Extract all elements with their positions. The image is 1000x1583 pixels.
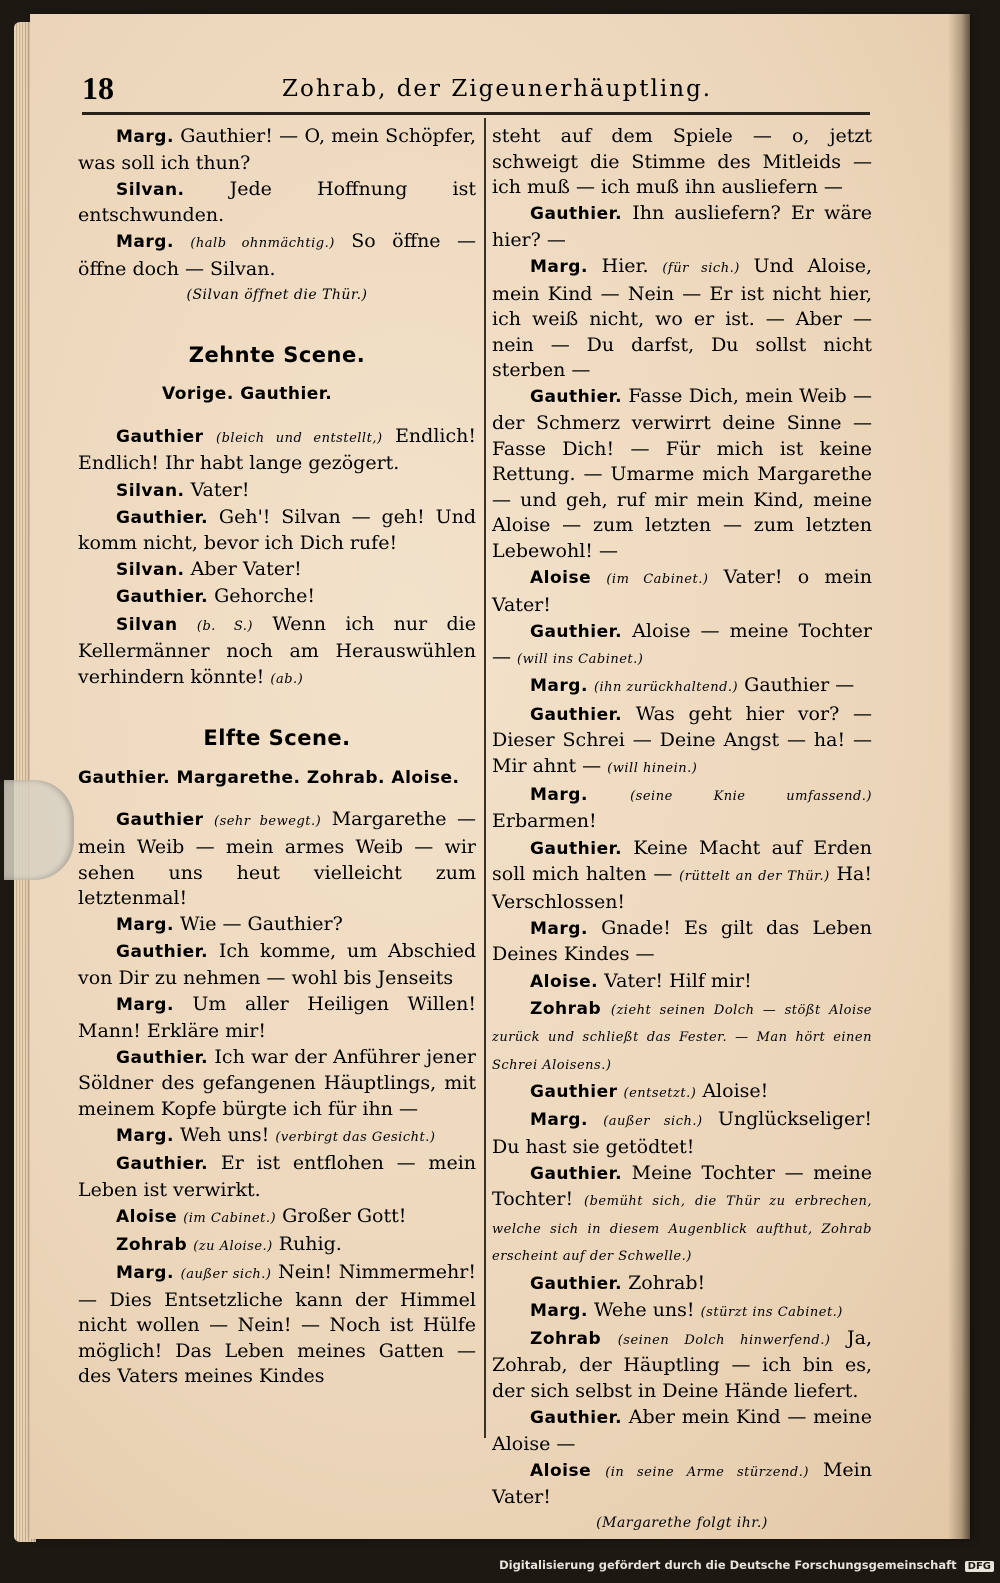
dialogue-text: Geh'! Silvan — geh! Und komm nicht, bevor ich Dich rufe! xyxy=(78,505,476,555)
dialogue-line xyxy=(78,1260,476,1390)
dialogue-text: Gnade! Es gilt das Leben Deines Kindes — xyxy=(492,916,872,966)
scene-title: Elfte Scene. xyxy=(203,726,351,751)
speaker-name: Marg. xyxy=(116,995,174,1016)
dialogue-text: Was geht hier vor? — Dieser Schrei — Deine Angst — ha! — Mir ahnt — xyxy=(492,702,872,777)
speaker-name: Silvan. xyxy=(116,560,185,581)
dialogue-line xyxy=(492,916,872,968)
stage-direction: (zu Aloise.) xyxy=(193,1238,273,1254)
dialogue-line xyxy=(492,565,872,618)
dialogue-line xyxy=(492,1161,872,1270)
speaker-name: Gauthier. xyxy=(530,1408,623,1428)
speaker-name: Marg. xyxy=(530,1300,588,1321)
page-spine-shadow xyxy=(948,14,970,1539)
speaker-name: Zohrab xyxy=(116,1234,188,1255)
header-rule xyxy=(82,112,870,115)
stage-direction: (will ins Cabinet.) xyxy=(517,652,644,668)
speaker-name: Zohrab xyxy=(530,998,602,1019)
speaker-name: Marg. xyxy=(116,232,174,253)
speaker-name: Marg. xyxy=(116,127,174,147)
dialogue-line xyxy=(492,702,872,782)
speaker-name: Gauthier. xyxy=(116,1154,209,1175)
speaker-name: Gauthier. xyxy=(116,1047,209,1068)
speaker-name: Aloise xyxy=(116,1206,178,1227)
stage-direction: (sehr bewegt.) xyxy=(214,814,322,830)
stage-direction: (verbirgt das Gesicht.) xyxy=(275,1130,436,1146)
dialogue-line xyxy=(78,478,476,505)
dialogue-line xyxy=(78,1123,476,1151)
dialogue-text: Vater! Hilf mir! xyxy=(604,969,752,992)
dialogue-line xyxy=(78,1151,476,1203)
right-column xyxy=(492,124,872,1537)
dialogue-text: Wenn ich nur die Kellermänner noch am Herauswühlen verhindern könnte! xyxy=(78,612,476,688)
speaker-name: Gauthier. xyxy=(530,387,623,408)
dialogue-text: Aloise! xyxy=(702,1079,769,1102)
dialogue-text: Erbarmen! xyxy=(492,810,597,833)
speaker-name: Gauthier. xyxy=(530,704,623,725)
dialogue-text: Aber Vater! xyxy=(190,558,302,581)
speaker-name: Gauthier xyxy=(116,426,204,447)
dialogue-text: Ruhig. xyxy=(278,1232,342,1255)
dialogue-line xyxy=(492,1458,872,1511)
speaker-name: Silvan xyxy=(116,614,178,635)
speaker-name: Gauthier. xyxy=(116,942,209,963)
dialogue-text: Großer Gott! xyxy=(282,1204,407,1227)
stage-direction: (entsetzt.) xyxy=(623,1085,697,1101)
speaker-name: Marg. xyxy=(530,918,588,939)
dfg-logo: DFG xyxy=(965,1561,994,1572)
dialogue-line xyxy=(492,969,872,996)
stage-direction: (halb ohnmächtig.) xyxy=(190,236,335,252)
exit-direction: (ab.) xyxy=(270,671,304,687)
dialogue-line xyxy=(492,1271,872,1298)
dialogue-line xyxy=(492,254,872,384)
speaker-name: Gauthier xyxy=(116,810,204,831)
dialogue-text: Nein! Nimmermehr! — Dies Entsetzliche kann der Himmel nicht wollen — Nein! — Noch ist Hülfe möglich! Das Leben meines Gatten — des Vaters meines Kindes xyxy=(78,1261,476,1388)
dialogue-line xyxy=(492,1326,872,1405)
speaker-name: Gauthier. xyxy=(530,1273,623,1294)
column-divider xyxy=(484,118,486,1438)
dialogue-text: Ja, Zohrab, der Häuptling — ich bin es, der sich selbst in Deine Hände liefert. xyxy=(492,1326,872,1402)
speaker-name: Gauthier. xyxy=(530,204,623,225)
dialogue-line xyxy=(492,1405,872,1457)
dialogue-line xyxy=(78,807,476,911)
stage-direction: (bleich und entstellt,) xyxy=(216,430,383,446)
dialogue-line xyxy=(492,619,872,673)
dialogue-text: Margarethe — mein Weib — mein armes Weib — wir sehen uns heut vielleicht zum letztenmal! xyxy=(78,808,476,910)
running-title: Zohrab, der Zigeunerhäuptling. xyxy=(282,76,713,102)
speaker-name: Aloise xyxy=(530,1460,592,1481)
dialogue-text: Endlich! Endlich! Ihr habt lange gezögert. xyxy=(78,424,476,475)
dialogue-line xyxy=(78,177,476,229)
speaker-name: Marg. xyxy=(530,784,588,805)
page-number: 18 xyxy=(82,70,114,106)
speaker-name: Gauthier. xyxy=(530,1163,623,1184)
stage-direction: (außer sich.) xyxy=(603,1113,703,1129)
footer-credit xyxy=(499,1558,994,1572)
stage-direction: (b. S.) xyxy=(196,618,253,634)
dialogue-text: Ihn ausliefern? Er wäre hier? — xyxy=(492,202,872,251)
stage-direction: (für sich.) xyxy=(662,260,740,276)
dialogue-line xyxy=(492,1079,872,1107)
stage-direction: (zieht seinen Dolch — stößt Aloise zurück und schließt das Fester. — Man hört einen Schrei Aloisens.) xyxy=(492,1002,872,1073)
dialogue-text: Gauthier — xyxy=(744,674,855,697)
speaker-name: Gauthier xyxy=(530,1081,618,1102)
dialogue-text: Ich komme, um Abschied von Dir zu nehmen — wohl bis Jenseits xyxy=(78,940,476,990)
dialogue-line xyxy=(78,1232,476,1260)
speaker-name: Aloise xyxy=(530,568,592,589)
stage-direction: (seinen Dolch hinwerfend.) xyxy=(617,1332,831,1348)
dialogue-text: Keine Macht auf Erden soll mich halten — xyxy=(492,836,872,886)
speaker-name: Gauthier. xyxy=(116,507,209,528)
dialogue-line xyxy=(492,201,872,253)
dialogue-line xyxy=(78,912,476,939)
dialogue-text: Jede Hoffnung ist entschwunden. xyxy=(78,177,476,227)
dialogue-line xyxy=(492,673,872,701)
dialogue-line xyxy=(78,939,476,991)
scene-title: Zehnte Scene. xyxy=(188,342,366,367)
dialogue-text: Zohrab! xyxy=(628,1271,706,1294)
dialogue-line xyxy=(78,124,476,176)
dialogue-text: Ha! Verschlossen! xyxy=(492,863,873,913)
dialogue-text: Mein Vater! xyxy=(492,1458,872,1509)
speaker-name: Marg. xyxy=(530,676,588,697)
dialogue-text: Und Aloise, mein Kind — Nein — Er ist nicht hier, ich weiß nicht, wo er ist. — Aber — nein — Du darfst, Du sollst nicht sterben — xyxy=(492,254,873,382)
dialogue-line xyxy=(492,782,872,835)
stage-direction: (im Cabinet.) xyxy=(183,1210,277,1226)
dialogue-line xyxy=(78,1045,476,1123)
stage-direction: (in seine Arme stürzend.) xyxy=(605,1464,809,1480)
speaker-name: Gauthier. xyxy=(530,621,623,642)
scene-cast: Vorige. Gauthier. xyxy=(162,384,333,405)
dialogue-line xyxy=(78,584,476,611)
left-column xyxy=(78,124,476,1391)
dialogue-line xyxy=(78,612,476,693)
stage-direction: (will hinein.) xyxy=(607,760,698,776)
dialogue-line xyxy=(78,229,476,282)
dialogue-text: Fasse Dich, mein Weib — der Schmerz verwirrt deine Sinne — Fasse Dich! — Für mich ist keine Rettung. — Umarme mich Margarethe — und geh, ruf mir mein Kind, meine Aloise — zum letzten — zum letzten Lebewohl! — xyxy=(492,385,872,562)
dialogue-text: So öffne — öffne doch — Silvan. xyxy=(78,230,476,280)
dialogue-text: Meine Tochter — meine Tochter! xyxy=(492,1161,873,1211)
dialogue-text: Gauthier! — O, mein Schöpfer, was soll ich thun? xyxy=(78,125,476,174)
dialogue-text: Aloise — meine Tochter — xyxy=(492,619,872,669)
dialogue-text: Er ist entflohen — mein Leben ist verwirkt. xyxy=(78,1152,477,1201)
speaker-name: Gauthier. xyxy=(116,587,209,608)
speaker-name: Gauthier. xyxy=(530,838,623,859)
dialogue-line xyxy=(492,1298,872,1326)
stage-direction: (ihn zurückhaltend.) xyxy=(593,680,739,696)
dialogue-line xyxy=(78,557,476,584)
stage-direction: (Margarethe folgt ihr.) xyxy=(596,1515,768,1532)
dialogue-line xyxy=(78,1204,476,1232)
dialogue-line xyxy=(492,996,872,1079)
dialogue-line xyxy=(492,836,872,916)
stage-direction: (Silvan öffnet die Thür.) xyxy=(186,287,368,304)
dialogue-text: Unglückseliger! Du hast sie getödtet! xyxy=(492,1107,873,1158)
stage-direction: (stürzt ins Cabinet.) xyxy=(700,1304,843,1320)
dialogue-text: Vater! xyxy=(190,478,250,501)
stage-direction: (seine Knie umfassend.) xyxy=(630,788,872,804)
speaker-name: Zohrab xyxy=(530,1328,602,1349)
stage-direction: (bemüht sich, die Thür zu erbrechen, welche sich in diesem Augenblick aufthut, Zohrab erscheint auf der Schwelle.) xyxy=(492,1194,872,1265)
speaker-name: Marg. xyxy=(116,1126,174,1147)
speaker-name: Silvan. xyxy=(116,179,185,200)
speaker-name: Marg. xyxy=(530,1109,588,1130)
page-header xyxy=(82,66,872,110)
dialogue-line xyxy=(78,992,476,1044)
scene-cast: Gauthier. Margarethe. Zohrab. Aloise. xyxy=(78,767,460,788)
speaker-name: Aloise. xyxy=(530,971,599,992)
dialogue-text: Um aller Heiligen Willen! Mann! Erkläre mir! xyxy=(78,993,476,1042)
stage-direction: (außer sich.) xyxy=(180,1267,272,1283)
speaker-name: Marg. xyxy=(530,256,588,277)
dialogue-text: Vater! o mein Vater! xyxy=(492,566,872,616)
dialogue-text: Gehorche! xyxy=(214,585,316,608)
dialogue-text: Ich war der Anführer jener Söldner des gefangenen Häuptlings, mit meinem Kopfe bürgte ich für ihn — xyxy=(78,1045,476,1120)
stage-direction: (im Cabinet.) xyxy=(606,572,709,588)
dialogue-continuation: steht auf dem Spiele — o, jetzt schweigt die Stimme des Mitleids — ich muß — ich muß ihn ausliefern — xyxy=(492,125,872,199)
page-clip xyxy=(4,780,74,880)
dialogue-line xyxy=(492,384,872,564)
speaker-name: Marg. xyxy=(116,915,174,936)
dialogue-text: Hier. xyxy=(601,254,649,277)
dialogue-text: Aber mein Kind — meine Aloise — xyxy=(492,1406,872,1455)
dialogue-line xyxy=(78,505,476,557)
dialogue-text: Wie — Gauthier? xyxy=(179,913,343,936)
stage-direction: (rüttelt an der Thür.) xyxy=(679,869,830,885)
dialogue-line xyxy=(78,424,476,477)
speaker-name: Silvan. xyxy=(116,480,185,501)
dialogue-text: Wehe uns! xyxy=(593,1298,695,1321)
speaker-name: Marg. xyxy=(116,1263,174,1284)
footer-text: Digitalisierung gefördert durch die Deutsche Forschungsgemeinschaft xyxy=(499,1558,957,1572)
dialogue-text: Weh uns! xyxy=(179,1124,270,1147)
dialogue-line xyxy=(492,1107,872,1160)
